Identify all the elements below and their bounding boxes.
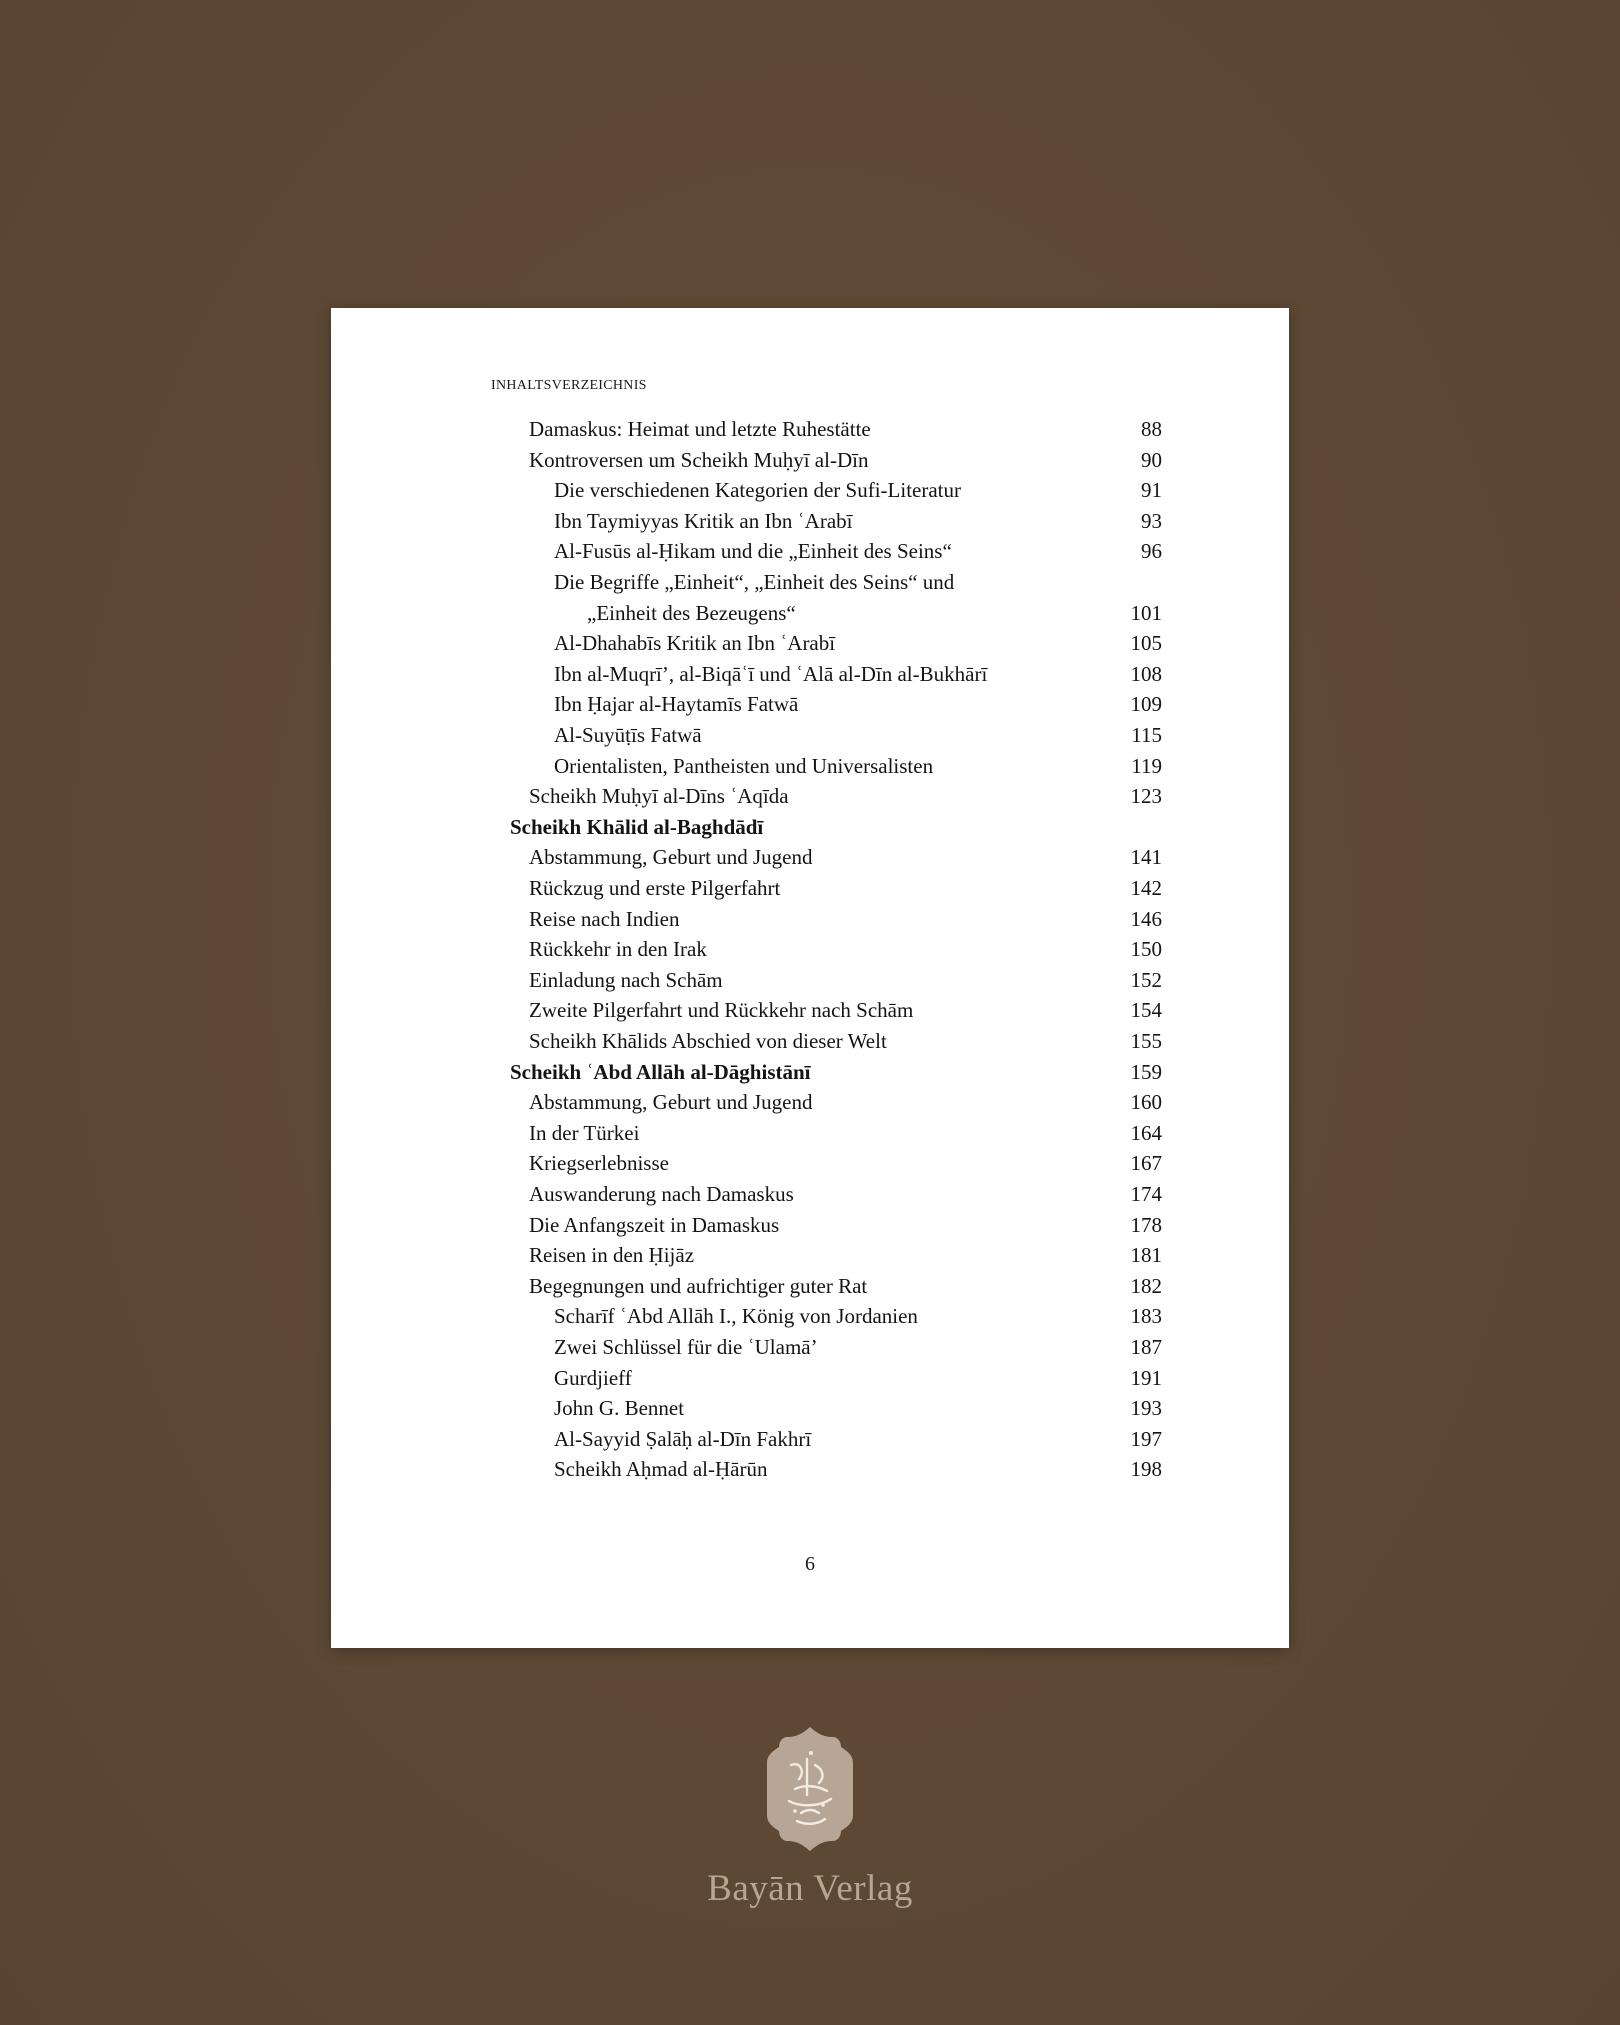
toc-entry [529,445,1162,475]
toc-entry [529,995,1162,1025]
toc-entry [529,414,1162,444]
toc-entry-page: 88 [1141,417,1162,441]
toc-entry [554,1424,1162,1454]
toc-entry [554,1301,1162,1331]
toc-entry-page: 91 [1141,478,1162,503]
toc-entry-title: Orientalisten, Pantheisten und Universalisten [554,753,934,778]
toc-entry-title: Abstammung, Geburt und Jugend [529,845,813,870]
toc-entry-title: Ibn Taymiyyas Kritik an Ibn ʿArabī [554,508,853,533]
toc-entry [554,1393,1162,1423]
toc-entry-page: 105 [1130,631,1162,656]
toc-entry-title: Zweite Pilgerfahrt und Rückkehr nach Schām [529,998,914,1023]
toc-entry-page: 115 [1131,723,1162,747]
publisher-brand [0,1725,1620,1910]
toc-entry-title: Rückzug und erste Pilgerfahrt [529,876,781,900]
toc-entry-page: 182 [1130,1273,1162,1298]
toc-entry-title: Ibn al-Muqrī’, al-Biqāʿī und ʿAlā al-Dīn al-Bukhārī [554,661,988,686]
toc-entry-title: Damaskus: Heimat und letzte Ruhestätte [529,417,871,441]
toc-entry-page: 109 [1130,692,1162,717]
toc-entry-page: 142 [1130,876,1162,900]
toc-entry [554,1332,1162,1362]
toc-entry [554,689,1162,719]
toc-entry-page: 197 [1130,1426,1162,1451]
toc-entry-page: 181 [1130,1243,1162,1268]
toc-entry-page: 178 [1130,1212,1162,1237]
toc-chapter [510,812,1162,842]
toc-entry [554,659,1162,689]
toc-entry [529,842,1162,872]
toc-entry-page: 174 [1130,1182,1162,1206]
book-page [331,308,1289,1648]
toc-entry-title: Scheikh ʿAbd Allāh al-Dāghistānī [510,1059,811,1084]
calligraphy-emblem-icon [761,1725,859,1853]
toc-entry-page: 187 [1130,1335,1162,1359]
toc-entry-page: 119 [1131,753,1162,778]
toc-entry [554,536,1162,566]
publisher-name: Bayān Verlag [707,1868,913,1909]
toc-entry-title: Scheikh Khālids Abschied von dieser Welt [529,1029,887,1053]
toc-entry-title: Scheikh Khālid al-Baghdādī [510,814,764,839]
toc-entry [529,1148,1162,1178]
toc-entry-title: In der Türkei [529,1120,640,1145]
toc-entry [529,1118,1162,1148]
toc-entry-title: Abstammung, Geburt und Jugend [529,1090,813,1115]
toc-entry-page: 150 [1130,937,1162,962]
toc-entry-title: Rückkehr in den Irak [529,937,707,962]
toc-entry-title: Scharīf ʿAbd Allāh I., König von Jordanien [554,1304,918,1329]
toc-entry-page: 141 [1130,845,1162,870]
toc-entry-page: 183 [1130,1304,1162,1329]
toc-entry-page: 123 [1130,784,1162,809]
toc-entry [529,1179,1162,1209]
toc-entry [529,1087,1162,1117]
toc-entry-page: 152 [1130,967,1162,992]
toc-entry-title: Einladung nach Schām [529,967,723,992]
toc-entry-page: 101 [1130,600,1162,625]
toc-entry [529,1210,1162,1240]
toc-entry-page: 146 [1130,906,1162,931]
toc-entry [529,1271,1162,1301]
toc-entry-title: Al-Sayyid Ṣalāḥ al-Dīn Fakhrī [554,1426,812,1451]
toc-entry [529,1240,1162,1270]
toc-entry-page: 198 [1130,1457,1162,1482]
toc-entry-page: 155 [1130,1029,1162,1053]
toc-entry-title: Die Begriffe „Einheit“, „Einheit des Seins“ und [554,570,955,594]
toc-entry [554,475,1162,505]
toc-entry-page: 108 [1130,661,1162,686]
toc-entry [529,781,1162,811]
toc-entry-title: Begegnungen und aufrichtiger guter Rat [529,1273,868,1298]
toc-entry-title: Auswanderung nach Damaskus [529,1182,794,1206]
toc-entry [529,1026,1162,1056]
toc-entry-title: Scheikh Muḥyī al-Dīns ʿAqīda [529,784,789,809]
toc-entry-title: Reisen in den Ḥijāz [529,1243,695,1268]
toc-entry [529,873,1162,903]
toc-entry [554,1363,1162,1393]
toc-entry [554,1454,1162,1484]
toc-entry-page: 159 [1130,1059,1162,1084]
toc-entry [554,720,1162,750]
toc-entry-title: Gurdjieff [554,1365,632,1390]
toc-entry-title: Die verschiedenen Kategorien der Sufi-Literatur [554,478,961,503]
toc-entry-title: Al-Fusūs al-Ḥikam und die „Einheit des Seins“ [554,539,952,564]
toc-entry-title: Reise nach Indien [529,906,680,931]
toc-entry [529,904,1162,934]
toc-entry [587,598,1162,628]
toc-entry-title: Al-Suyūṭīs Fatwā [554,723,702,747]
toc-entry [554,628,1162,658]
toc-entry-page: 167 [1130,1151,1162,1176]
toc-entry-title: Kontroversen um Scheikh Muḥyī al-Dīn [529,447,869,472]
toc-entry-title: John G. Bennet [554,1396,685,1421]
toc-entry-title: Scheikh Aḥmad al-Ḥārūn [554,1457,768,1482]
toc-entry-page: 154 [1130,998,1162,1023]
toc-entry-page: 96 [1141,539,1162,564]
toc-entry-page: 193 [1130,1396,1162,1421]
toc-entry [554,506,1162,536]
toc-entry-title: Zwei Schlüssel für die ʿUlamā’ [554,1335,818,1359]
toc-entry-title: Kriegserlebnisse [529,1151,669,1176]
toc-entry-title: „Einheit des Bezeugens“ [587,600,796,625]
toc-entry-title: Al-Dhahabīs Kritik an Ibn ʿArabī [554,631,836,656]
toc-entry [529,965,1162,995]
toc-entry-title: Die Anfangszeit in Damaskus [529,1212,780,1237]
toc-entry [529,934,1162,964]
page-number: 6 [805,1553,815,1575]
toc-entry-page: 160 [1130,1090,1162,1115]
toc-entry [554,567,1162,597]
toc-entry-page: 90 [1141,447,1162,472]
toc-entry-page: 191 [1130,1365,1162,1390]
toc-entry [554,751,1162,781]
toc-entry-page: 164 [1130,1120,1162,1145]
toc-entry-title: Ibn Ḥajar al-Haytamīs Fatwā [554,692,799,717]
toc-entry-page: 93 [1141,508,1162,533]
toc-chapter [510,1057,1162,1087]
running-head: INHALTSVERZEICHNIS [491,378,647,393]
